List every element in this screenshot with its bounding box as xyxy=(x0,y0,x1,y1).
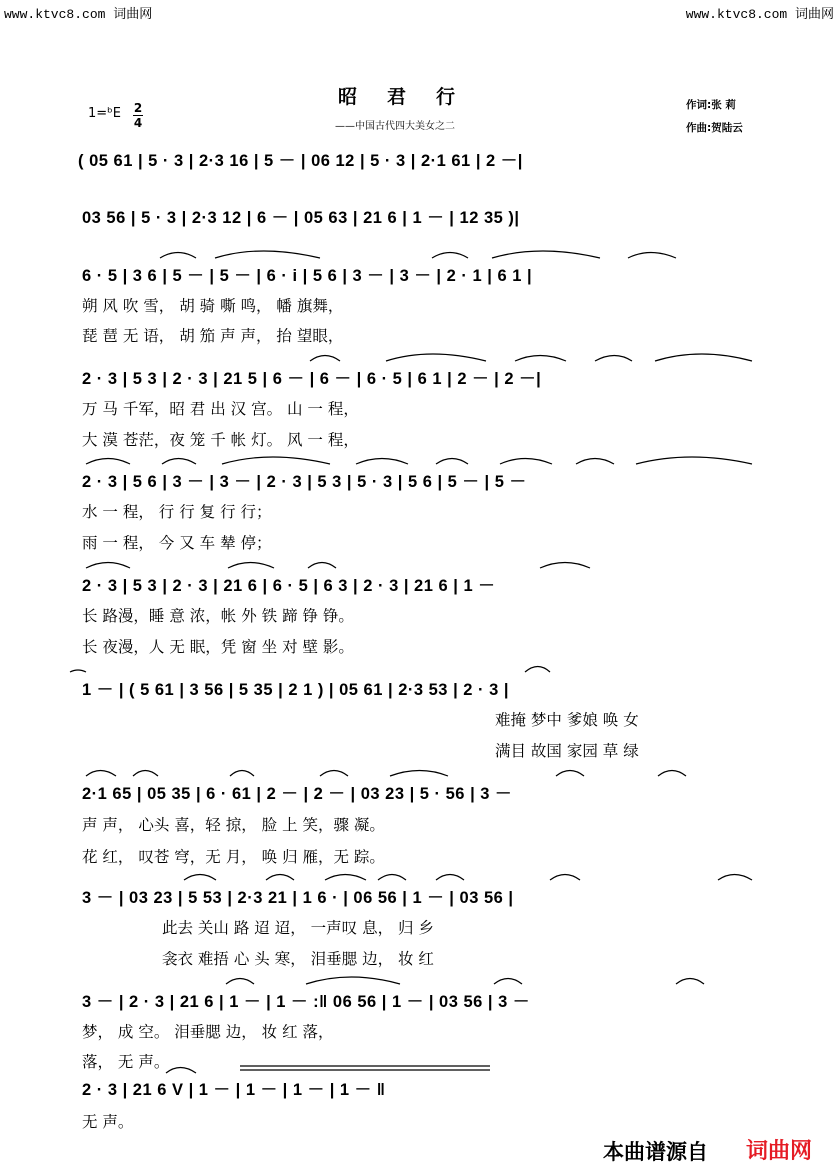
song-subtitle: ——中国古代四大美女之二 xyxy=(335,121,455,132)
notation-row: 1 － | ( 5 61 | 3 56 | 5 35 | 2 1 ) | 05 61 | 2·3 53 | 2 · 3 | xyxy=(82,681,509,699)
lyric-line: 长 夜漫，人 无 眠，凭 窗 坐 对 壁 影。 xyxy=(82,638,354,656)
notation-row: 2 · 3 | 5 3 | 2 · 3 | 21 5 | 6 － | 6 － | 6 · 5 | 6 1 | 2 － | 2 －| xyxy=(82,370,542,388)
lyric-line: 难掩 梦中 爹娘 唤 女 xyxy=(495,711,639,729)
source-label: 本曲谱源自 xyxy=(603,1140,708,1164)
lyric-line: 此去 关山 路 迢 迢， 一声叹 息， 归 乡 xyxy=(162,919,434,937)
composer-credit: 作曲:贺陆云 xyxy=(686,122,743,134)
lyric-line: 无 声。 xyxy=(82,1113,134,1131)
notation-row: 2 · 3 | 5 6 | 3 － | 3 － | 2 · 3 | 5 3 | 5 · 3 | 5 6 | 5 － | 5 － xyxy=(82,473,527,491)
lyric-line: 雨 一 程， 今 又 车 辇 停； xyxy=(82,534,272,552)
lyric-line: 花 红， 叹苍 穹，无 月， 唤 归 雁，无 踪。 xyxy=(82,848,385,866)
lyric-line: 长 路漫，睡 意 浓，帐 外 铁 蹄 铮 铮。 xyxy=(82,607,354,625)
notation-row: ( 05 61 | 5 · 3 | 2·3 16 | 5 － | 06 12 | 5 · 3 | 2·1 61 | 2 －| xyxy=(78,152,523,170)
lyric-line: 满目 故国 家园 草 绿 xyxy=(495,742,639,760)
time-signature: 2 4 xyxy=(133,101,143,130)
notation-row: 3 － | 2 · 3 | 21 6 | 1 － | 1 － :‖ 06 56 | 1 － | 03 56 | 3 － xyxy=(82,993,530,1011)
lyric-line: 琵 琶 无 语， 胡 笳 声 声， 抬 望眼， xyxy=(82,327,344,345)
notation-row: 6 · 5 | 3 6 | 5 － | 5 － | 6 · i | 5 6 | 3 － | 3 － | 2 · 1 | 6 1 | xyxy=(82,267,533,285)
notation-row: 2 · 3 | 21 6 V | 1 － | 1 － | 1 － | 1 － ‖ xyxy=(82,1081,386,1099)
notation-row: 3 － | 03 23 | 5 53 | 2·3 21 | 1 6 · | 06 56 | 1 － | 03 56 | xyxy=(82,889,514,907)
lyric-line: 梦， 成 空。 泪垂腮 边， 妆 红 落， xyxy=(82,1023,334,1041)
song-title: 昭君行 xyxy=(338,86,486,108)
lyric-line: 万 马 千军，昭 君 出 汉 宫。 山 一 程， xyxy=(82,400,359,418)
lyricist-credit: 作词:张 莉 xyxy=(686,99,736,111)
lyric-line: 衾衣 难捂 心 头 寒， 泪垂腮 边， 妆 红 xyxy=(162,950,434,968)
notation-row: 2 · 3 | 5 3 | 2 · 3 | 21 6 | 6 · 5 | 6 3 | 2 · 3 | 21 6 | 1 － xyxy=(82,577,496,595)
notation-row: 03 56 | 5 · 3 | 2·3 12 | 6 － | 05 63 | 21 6 | 1 － | 12 35 )| xyxy=(82,209,520,227)
site-watermark-right: www.ktvc8.com 词曲网 xyxy=(685,7,834,22)
lyric-line: 声 声， 心头 喜，轻 掠， 脸 上 笑，骤 凝。 xyxy=(82,816,385,834)
site-watermark-left: www.ktvc8.com 词曲网 xyxy=(4,7,153,22)
notation-row: 2·1 65 | 05 35 | 6 · 61 | 2 － | 2 － | 03 23 | 5 · 56 | 3 － xyxy=(82,785,513,803)
lyric-line: 落， 无 声。 xyxy=(82,1053,170,1071)
lyric-line: 朔 风 吹 雪， 胡 骑 嘶 鸣， 幡 旗舞， xyxy=(82,297,344,315)
lyric-line: 大 漠 苍茫，夜 笼 千 帐 灯。 风 一 程， xyxy=(82,431,359,449)
key-signature: 1=ᵇE xyxy=(88,106,121,121)
source-brand: 词曲网 xyxy=(746,1139,813,1164)
lyric-line: 水 一 程， 行 行 复 行 行； xyxy=(82,503,272,521)
